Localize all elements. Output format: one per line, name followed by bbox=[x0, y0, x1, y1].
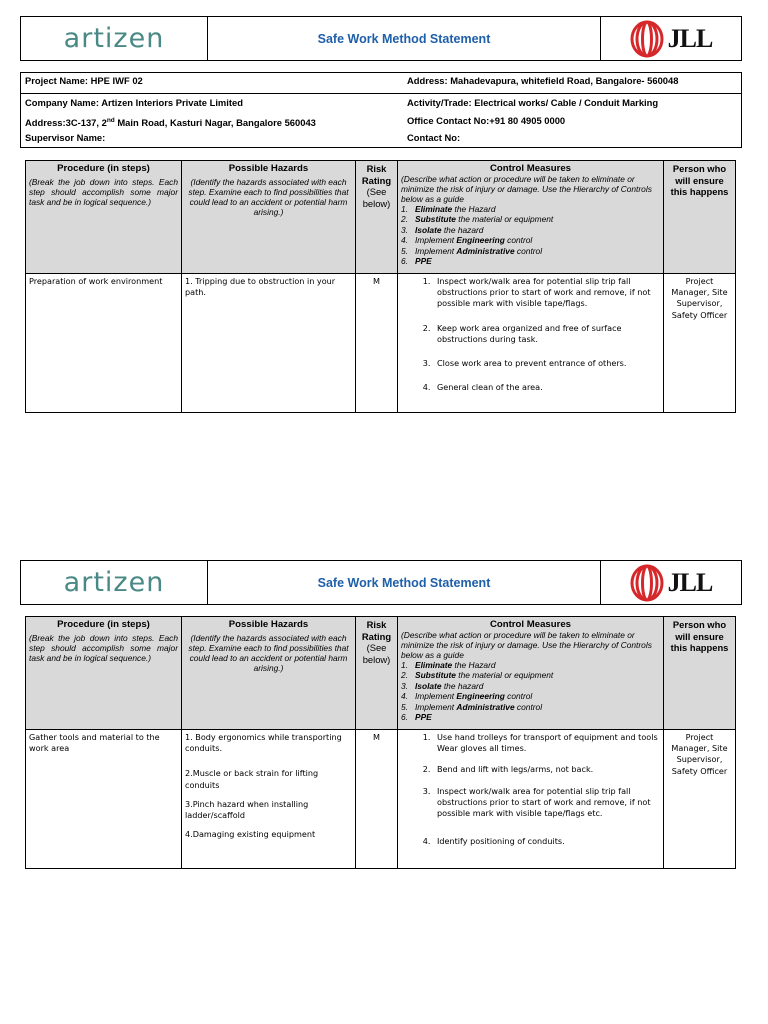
risk-note: (See below) bbox=[362, 186, 391, 209]
hazards-heading: Possible Hazards bbox=[228, 163, 309, 174]
company-name: Company Name: Artizen Interiors Private Limited bbox=[25, 97, 243, 108]
swms-table-2 bbox=[25, 616, 736, 869]
hierarchy-item: 4. Implement Engineering control bbox=[401, 691, 533, 702]
document-header-1 bbox=[20, 16, 742, 61]
risk-cell: M bbox=[356, 730, 398, 869]
document-title: Safe Work Method Statement bbox=[317, 31, 491, 46]
control-item: 3. Close work area to prevent entrance of others. bbox=[433, 358, 660, 369]
hierarchy-item: 6. PPE bbox=[401, 256, 432, 267]
control-heading: Control Measures bbox=[489, 619, 572, 630]
control-item: 4. General clean of the area. bbox=[433, 382, 660, 393]
procedure-heading: Procedure (in steps) bbox=[57, 619, 150, 630]
person-heading: Person who will ensure this happens bbox=[664, 161, 736, 274]
risk-cell: M bbox=[356, 274, 398, 413]
document-title: Safe Work Method Statement bbox=[317, 575, 491, 590]
control-item: 1. Inspect work/walk area for potential slip trip fall obstructions prior to start of work and remove, if not possible mark with visible tape/flags. bbox=[433, 276, 660, 310]
artizen-logo: artizen bbox=[21, 17, 208, 60]
activity-trade: Activity/Trade: Electrical works/ Cable / Conduit Marking bbox=[407, 97, 659, 108]
hazards-note: (Identify the hazards associated with each step. Examine each to find possibilities that could lead to an accident or potential harm arising.) bbox=[188, 633, 349, 673]
hazard-item: 4.Damaging existing equipment bbox=[185, 829, 316, 840]
person-heading: Person who will ensure this happens bbox=[664, 617, 736, 730]
person-cell: Project Manager, Site Supervisor, Safety Officer bbox=[664, 274, 736, 413]
control-note: (Describe what action or procedure will be taken to eliminate or minimize the risk of injury or damage. Use the Hierarchy of Controls below as a guide bbox=[401, 174, 652, 204]
hierarchy-item: 2. Substitute the material or equipment bbox=[401, 214, 554, 225]
office-contact: Office Contact No:+91 80 4905 0000 bbox=[407, 114, 566, 126]
hierarchy-item: 1. Eliminate the Hazard bbox=[401, 660, 496, 670]
hazard-item: 2.Muscle or back strain for lifting conduits bbox=[185, 768, 319, 790]
project-info-table bbox=[20, 72, 742, 148]
contact-number: Contact No: bbox=[407, 132, 461, 143]
control-heading: Control Measures bbox=[489, 163, 572, 174]
company-address: Address:3C-137, 2nd Main Road, Kasturi Nagar, Bangalore 560043 bbox=[25, 116, 316, 128]
hazard-item: 3.Pinch hazard when installing ladder/scaffold bbox=[185, 798, 309, 821]
hierarchy-list bbox=[401, 204, 660, 266]
project-address: Address: Mahadevapura, whitefield Road, Bangalore- 560048 bbox=[407, 75, 679, 86]
control-item: 4. Identify positioning of conduits. bbox=[433, 836, 660, 847]
jll-logo: JLL bbox=[600, 17, 741, 60]
control-item: 2. Keep work area organized and free of surface obstructions during task. bbox=[433, 323, 660, 345]
risk-heading: Risk Rating bbox=[361, 619, 392, 642]
jll-mark-icon bbox=[630, 564, 664, 602]
hazards-cell bbox=[182, 730, 356, 869]
table-row bbox=[26, 274, 736, 413]
hierarchy-item: 4. Implement Engineering control bbox=[401, 235, 533, 246]
control-item: 2. Bend and lift with legs/arms, not back. bbox=[433, 764, 660, 775]
jll-mark-icon bbox=[630, 20, 664, 58]
table-header-row bbox=[26, 617, 736, 730]
hierarchy-list bbox=[401, 660, 660, 722]
swms-table-1 bbox=[25, 160, 736, 413]
person-cell: Project Manager, Site Supervisor, Safety Officer bbox=[664, 730, 736, 869]
hazards-heading: Possible Hazards bbox=[228, 619, 309, 630]
table-row bbox=[26, 730, 736, 869]
jll-logo: JLL bbox=[600, 561, 741, 604]
hierarchy-item: 5. Implement Administrative control bbox=[401, 245, 543, 256]
controls-cell bbox=[398, 730, 664, 869]
project-name: Project Name: HPE IWF 02 bbox=[25, 75, 143, 86]
procedure-cell: Preparation of work environment bbox=[26, 274, 182, 413]
risk-note: (See below) bbox=[362, 642, 391, 665]
artizen-logo: artizen bbox=[21, 561, 208, 604]
control-note: (Describe what action or procedure will be taken to eliminate or minimize the risk of injury or damage. Use the Hierarchy of Controls below as a guide bbox=[401, 630, 652, 660]
controls-cell bbox=[398, 274, 664, 413]
hazard-item: 1. Tripping due to obstruction in your path. bbox=[185, 276, 336, 298]
hazards-cell bbox=[182, 274, 356, 413]
hierarchy-item: 2. Substitute the material or equipment bbox=[401, 670, 554, 681]
procedure-note: (Break the job down into steps. Each step should accomplish some major task and be in logical sequence.) bbox=[29, 177, 178, 207]
procedure-note: (Break the job down into steps. Each step should accomplish some major task and be in logical sequence.) bbox=[29, 633, 178, 663]
hierarchy-item: 1. Eliminate the Hazard bbox=[401, 204, 496, 214]
control-item: 3. Inspect work/walk area for potential slip trip fall obstructions prior to start of work and remove, if not possible mark with visible tape/flags etc. bbox=[433, 786, 660, 820]
hierarchy-item: 5. Implement Administrative control bbox=[401, 701, 543, 712]
procedure-heading: Procedure (in steps) bbox=[57, 163, 150, 174]
table-header-row bbox=[26, 161, 736, 274]
document-header-2 bbox=[20, 560, 742, 605]
control-item: 1. Use hand trolleys for transport of equipment and tools Wear gloves all times. bbox=[433, 732, 660, 754]
hierarchy-item: 3. Isolate the hazard bbox=[401, 224, 484, 235]
hierarchy-item: 6. PPE bbox=[401, 712, 432, 723]
hierarchy-item: 3. Isolate the hazard bbox=[401, 680, 484, 691]
procedure-cell: Gather tools and material to the work area bbox=[26, 730, 182, 869]
risk-heading: Risk Rating bbox=[361, 163, 392, 186]
hazards-note: (Identify the hazards associated with each step. Examine each to find possibilities that could lead to an accident or potential harm arising.) bbox=[188, 177, 349, 217]
supervisor-name: Supervisor Name: bbox=[25, 132, 106, 143]
hazard-item: 1. Body ergonomics while transporting conduits. bbox=[185, 732, 342, 754]
